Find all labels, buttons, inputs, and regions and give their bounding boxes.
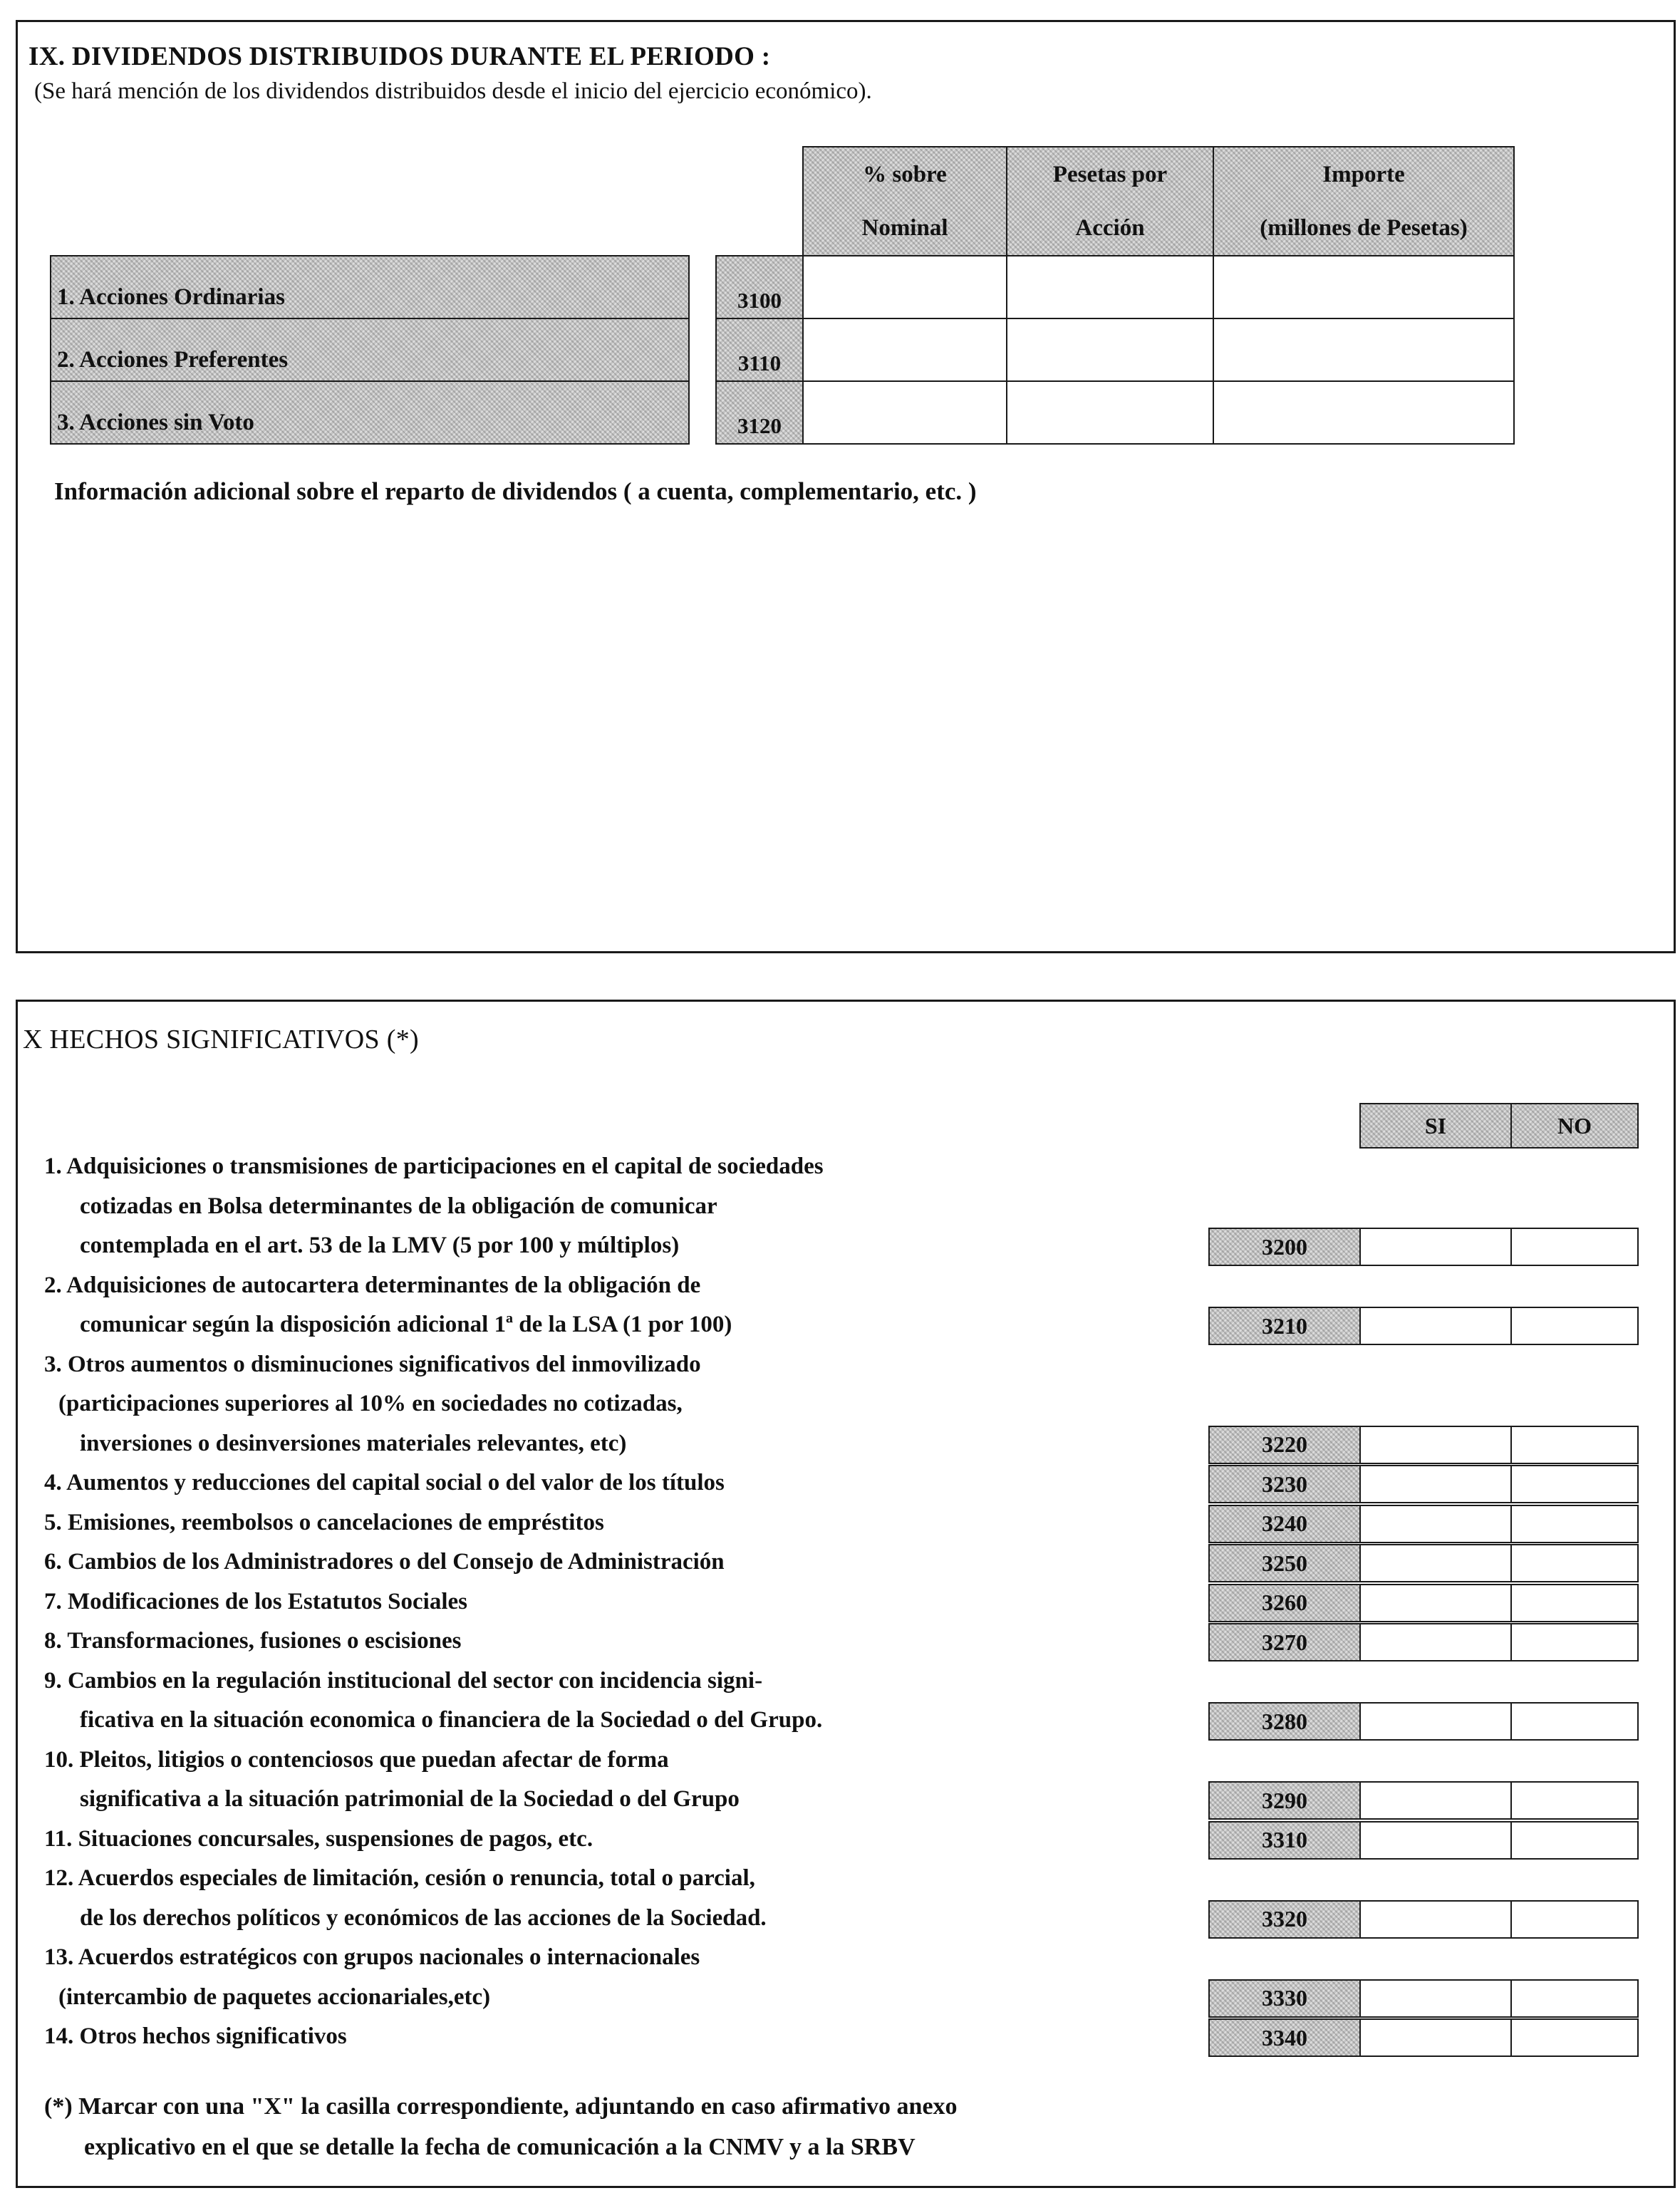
fact-3270-no-checkbox[interactable] bbox=[1510, 1623, 1639, 1661]
fact-3340-no-checkbox[interactable] bbox=[1510, 2018, 1639, 2057]
section-ix-title: IX. DIVIDENDOS DISTRIBUIDOS DURANTE EL PERIODO : bbox=[28, 42, 771, 71]
fact-3310-no-checkbox[interactable] bbox=[1510, 1821, 1639, 1860]
fact-3290-no-checkbox[interactable] bbox=[1510, 1781, 1639, 1820]
fact-3280-text-line: 9. Cambios en la regulación institucional del sector con incidencia signi- bbox=[44, 1667, 763, 1694]
dividend-row-code-3120: 3120 bbox=[715, 380, 804, 445]
fact-3250-si-checkbox[interactable] bbox=[1359, 1544, 1512, 1582]
fact-3310-si-checkbox[interactable] bbox=[1359, 1821, 1512, 1860]
fact-3240-si-checkbox[interactable] bbox=[1359, 1505, 1512, 1543]
fact-3260-text-line: 7. Modificaciones de los Estatutos Sociales bbox=[44, 1588, 467, 1614]
fact-3260-si-checkbox[interactable] bbox=[1359, 1584, 1512, 1622]
fact-3250-text-line: 6. Cambios de los Administradores o del Consejo de Administración bbox=[44, 1549, 725, 1575]
dividend-cell-3100-importe[interactable] bbox=[1213, 255, 1515, 319]
fact-3280-si-checkbox[interactable] bbox=[1359, 1702, 1512, 1741]
fact-3340-text-line: 14. Otros hechos significativos bbox=[44, 2023, 347, 2049]
fact-3320-si-checkbox[interactable] bbox=[1359, 1900, 1512, 1939]
fact-3280-no-checkbox[interactable] bbox=[1510, 1702, 1639, 1741]
fact-3290-text-line: 10. Pleitos, litigios o contenciosos que puedan afectar de forma bbox=[44, 1746, 669, 1773]
fact-code-3200: 3200 bbox=[1208, 1228, 1361, 1266]
fact-code-3310: 3310 bbox=[1208, 1821, 1361, 1860]
fact-3290-si-checkbox[interactable] bbox=[1359, 1781, 1512, 1820]
fact-code-3290: 3290 bbox=[1208, 1781, 1361, 1820]
dividend-row-label-ordinarias: 1. Acciones Ordinarias bbox=[50, 255, 690, 319]
dividend-cell-3110-pesetas[interactable] bbox=[1006, 318, 1214, 382]
fact-3220-text-line: inversiones o desinversiones materiales relevantes, etc) bbox=[80, 1430, 627, 1456]
fact-3270-si-checkbox[interactable] bbox=[1359, 1623, 1512, 1661]
fact-code-3220: 3220 bbox=[1208, 1426, 1361, 1464]
fact-3250-no-checkbox[interactable] bbox=[1510, 1544, 1639, 1582]
fact-3200-text-line: 1. Adquisiciones o transmisiones de participaciones en el capital de sociedades bbox=[44, 1153, 824, 1179]
additional-info-label: Información adicional sobre el reparto de dividendos ( a cuenta, complementario, etc. ) bbox=[54, 477, 977, 505]
fact-3270-text-line: 8. Transformaciones, fusiones o escisiones bbox=[44, 1628, 462, 1654]
fact-code-3330: 3330 bbox=[1208, 1979, 1361, 2018]
fact-3200-no-checkbox[interactable] bbox=[1510, 1228, 1639, 1266]
fact-3330-text-line: 13. Acuerdos estratégicos con grupos nacionales o internacionales bbox=[44, 1944, 700, 1970]
fact-3210-si-checkbox[interactable] bbox=[1359, 1307, 1512, 1345]
col-header-si: SI bbox=[1359, 1103, 1512, 1149]
footnote-line-1: (*) Marcar con una "X" la casilla correspondiente, adjuntando en caso afirmativo anexo bbox=[44, 2093, 958, 2120]
footnote-line-2: explicativo en el que se detalle la fecha de comunicación a la CNMV y a la SRBV bbox=[84, 2134, 916, 2160]
fact-3210-text-line: comunicar según la disposición adicional 1ª de la LSA (1 por 100) bbox=[80, 1312, 732, 1337]
fact-3320-no-checkbox[interactable] bbox=[1510, 1900, 1639, 1939]
fact-3240-no-checkbox[interactable] bbox=[1510, 1505, 1639, 1543]
dividend-cell-3110-importe[interactable] bbox=[1213, 318, 1515, 382]
col-header-importe bbox=[1213, 146, 1515, 256]
fact-3210-no-checkbox[interactable] bbox=[1510, 1307, 1639, 1345]
dividend-cell-3100-pesetas[interactable] bbox=[1006, 255, 1214, 319]
dividend-cell-3120-pct[interactable] bbox=[802, 380, 1007, 445]
fact-3200-text-line: cotizadas en Bolsa determinantes de la obligación de comunicar bbox=[80, 1193, 717, 1219]
fact-3290-text-line: significativa a la situación patrimonial de la Sociedad o del Grupo bbox=[80, 1786, 740, 1812]
fact-3330-no-checkbox[interactable] bbox=[1510, 1979, 1639, 2018]
fact-3220-text-line: 3. Otros aumentos o disminuciones significativos del inmovilizado bbox=[44, 1351, 701, 1377]
col-header-pesetas-accion-line1: Pesetas por bbox=[1052, 161, 1168, 187]
col-header-pct-nominal-line1: % sobre bbox=[863, 161, 947, 187]
fact-3200-text-line: contemplada en el art. 53 de la LMV (5 por 100 y múltiplos) bbox=[80, 1233, 680, 1258]
fact-3320-text-line: de los derechos políticos y económicos de las acciones de la Sociedad. bbox=[80, 1904, 767, 1931]
dividend-cell-3120-importe[interactable] bbox=[1213, 380, 1515, 445]
fact-3340-si-checkbox[interactable] bbox=[1359, 2018, 1512, 2057]
dividend-cell-3100-pct[interactable] bbox=[802, 255, 1007, 319]
additional-info-text-area[interactable] bbox=[54, 520, 1650, 933]
fact-3280-text-line: ficativa en la situación economica o financiera de la Sociedad o del Grupo. bbox=[80, 1707, 823, 1733]
col-header-pct-nominal-line2: Nominal bbox=[861, 215, 948, 242]
fact-3220-text-line: (participaciones superiores al 10% en sociedades no cotizadas, bbox=[58, 1391, 683, 1416]
fact-3330-text-line: (intercambio de paquetes accionariales,etc) bbox=[58, 1984, 491, 2010]
fact-code-3230: 3230 bbox=[1208, 1465, 1361, 1503]
fact-3330-si-checkbox[interactable] bbox=[1359, 1979, 1512, 2018]
fact-code-3280: 3280 bbox=[1208, 1702, 1361, 1741]
fact-3260-no-checkbox[interactable] bbox=[1510, 1584, 1639, 1622]
dividend-row-label-preferentes: 2. Acciones Preferentes bbox=[50, 318, 690, 382]
dividend-row-code-3110: 3110 bbox=[715, 318, 804, 382]
fact-code-3340: 3340 bbox=[1208, 2018, 1361, 2057]
fact-code-3270: 3270 bbox=[1208, 1623, 1361, 1661]
section-x-title: X HECHOS SIGNIFICATIVOS (*) bbox=[23, 1025, 419, 1054]
col-header-importe-line2: (millones de Pesetas) bbox=[1260, 215, 1468, 242]
col-header-importe-line1: Importe bbox=[1322, 161, 1405, 187]
fact-code-3240: 3240 bbox=[1208, 1505, 1361, 1543]
dividend-row-label-sin-voto: 3. Acciones sin Voto bbox=[50, 380, 690, 445]
dividend-row-code-3100: 3100 bbox=[715, 255, 804, 319]
fact-3230-text-line: 4. Aumentos y reducciones del capital social o del valor de los títulos bbox=[44, 1470, 725, 1495]
fact-3210-text-line: 2. Adquisiciones de autocartera determinantes de la obligación de bbox=[44, 1272, 701, 1298]
dividend-cell-3110-pct[interactable] bbox=[802, 318, 1007, 382]
fact-3220-si-checkbox[interactable] bbox=[1359, 1426, 1512, 1464]
fact-code-3210: 3210 bbox=[1208, 1307, 1361, 1345]
fact-3230-no-checkbox[interactable] bbox=[1510, 1465, 1639, 1503]
fact-code-3260: 3260 bbox=[1208, 1584, 1361, 1622]
section-ix-subtitle: (Se hará mención de los dividendos distribuidos desde el inicio del ejercicio económico). bbox=[34, 78, 872, 104]
col-header-pct-nominal bbox=[802, 146, 1007, 256]
dividend-cell-3120-pesetas[interactable] bbox=[1006, 380, 1214, 445]
fact-code-3320: 3320 bbox=[1208, 1900, 1361, 1939]
fact-3220-no-checkbox[interactable] bbox=[1510, 1426, 1639, 1464]
col-header-no: NO bbox=[1510, 1103, 1639, 1149]
col-header-pesetas-accion-line2: Acción bbox=[1075, 215, 1145, 242]
fact-3240-text-line: 5. Emisiones, reembolsos o cancelaciones de empréstitos bbox=[44, 1509, 604, 1535]
fact-3200-si-checkbox[interactable] bbox=[1359, 1228, 1512, 1266]
col-header-pesetas-accion bbox=[1006, 146, 1214, 256]
fact-3320-text-line: 12. Acuerdos especiales de limitación, cesión o renuncia, total o parcial, bbox=[44, 1865, 755, 1891]
fact-3230-si-checkbox[interactable] bbox=[1359, 1465, 1512, 1503]
fact-3310-text-line: 11. Situaciones concursales, suspensiones de pagos, etc. bbox=[44, 1825, 593, 1852]
fact-code-3250: 3250 bbox=[1208, 1544, 1361, 1582]
